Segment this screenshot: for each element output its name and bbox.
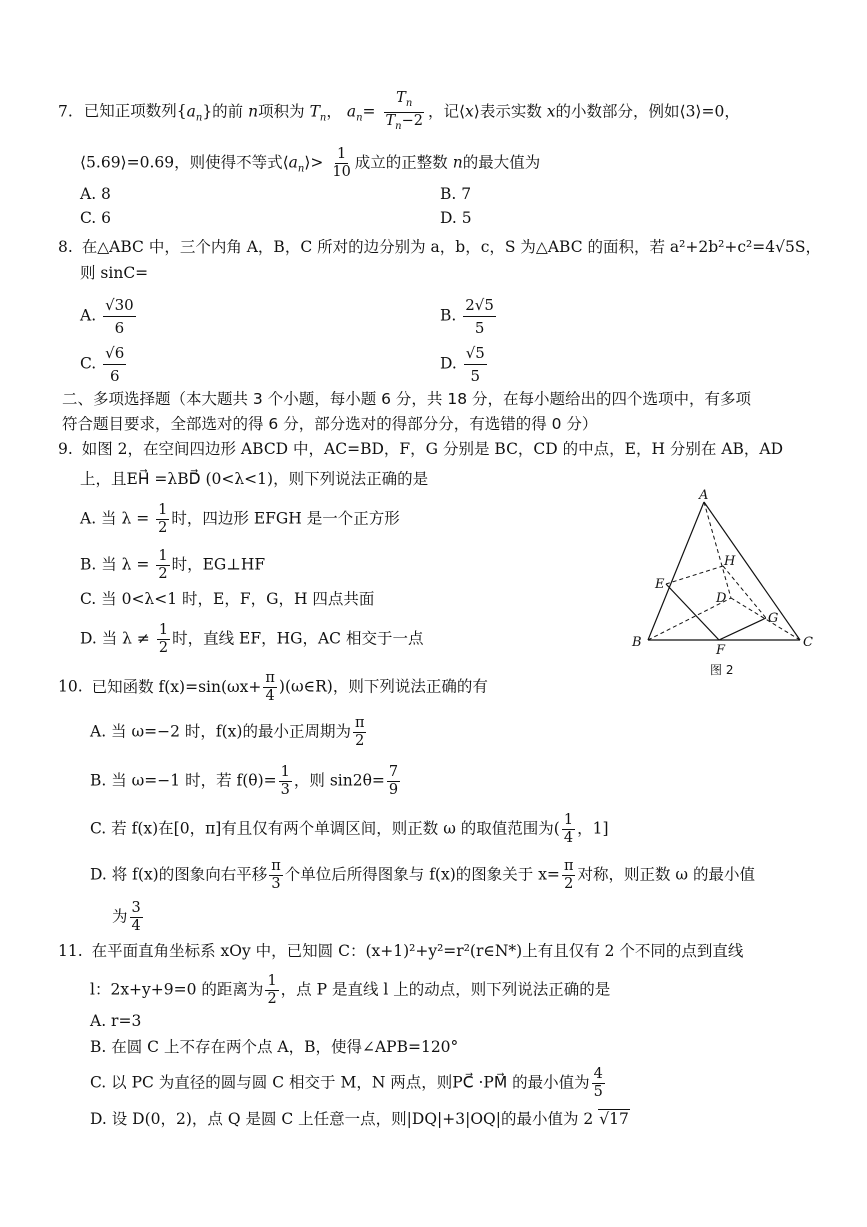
q7-line1: 7. 已知正项数列$\{a_n\}$的前 n项积为 $T_n$， $a_n=$ $\frac{T_n}{T_n-2}$ ，记⟨x⟩表示实数 x的小数部分，例如⟨3⟩=0， (58, 90, 740, 135)
q8-line1: 8. 在△ABC 中，三个内角 A，B，C 所对的边分别为 a，b，c，S 为△ABC 的面积，若 a²+2b²+c²=4√5S， (58, 238, 821, 256)
q9-option-d: D. 当 λ ≠ $\frac{1}{2}$ 时，直线 EF，HG，AC 相交于一点 (80, 622, 424, 656)
q10-line1: 10. 已知函数 f(x)=sin(ωx+ $\frac{\pi}{4}$ )(ω∈R)，则下列说法正确的有 (58, 670, 488, 704)
q9-option-b: B. 当 λ = $\frac{1}{2}$ 时，EG⊥HF (80, 548, 266, 582)
section2-heading-line1: 二、多项选择题（本大题共 3 个小题，每小题 6 分，共 18 分，在每小题给出的四个选项中，有多项 (62, 390, 752, 408)
q7-option-c: C. 6 (80, 209, 112, 227)
q7-an-fraction: $\frac{T_n}{T_n-2}$ (385, 90, 423, 132)
q9-option-c: C. 当 0<λ<1 时，E，F，G，H 四点共面 (80, 590, 375, 608)
q7-line2: ⟨5.69⟩=0.69，则使得不等式$⟨a_n⟩>$ $\frac{1}{10}$ 成立的正整数 n的最大值为 (80, 146, 541, 180)
q11-line2: l：2x+y+9=0 的距离为 $\frac{1}{2}$ ，点 P 是直线 l 上的动点，则下列说法正确的是 (90, 973, 611, 1007)
label-a: A (699, 488, 709, 503)
q8-option-b: B. $\frac{2√5}{5}$ (440, 296, 494, 337)
label-b: B (632, 635, 642, 650)
q8-line2: 则 sinC= (80, 264, 149, 282)
edge-fg (719, 618, 766, 640)
q11-option-d: D. 设 D(0，2)，点 Q 是圆 C 上任意一点，则|DQ|+3|OQ|的最小值为 2 √17 (90, 1110, 629, 1128)
q10-option-d-line2: 为 $\frac{3}{4}$ (112, 900, 141, 934)
label-e: E (655, 577, 665, 592)
figure-caption: 图 2 (710, 663, 734, 677)
q7-option-d: D. 5 (440, 209, 472, 227)
label-h: H (724, 554, 736, 569)
q11-option-b: B. 在圆 C 上不存在两个点 A，B，使得∠APB=120° (90, 1038, 459, 1056)
q9-line1: 9. 如图 2，在空间四边形 ABCD 中，AC=BD，F，G 分别是 BC，CD 的中点，E，H 分别在 AB，AD (58, 440, 784, 458)
q11-line1: 11. 在平面直角坐标系 xOy 中，已知圆 C：(x+1)²+y²=r²(r∈N*)上有且仅有 2 个不同的点到直线 (58, 942, 744, 960)
q9-option-a: A. 当 λ = $\frac{1}{2}$ 时，四边形 EFGH 是一个正方形 (80, 502, 400, 536)
edge-cd (731, 598, 800, 640)
edge-ab (648, 502, 704, 640)
q7-option-a: A. 8 (80, 185, 111, 203)
q10-option-c: C. 若 f(x)在[0，π]有且仅有两个单调区间，则正数 ω 的取值范围为( $\frac{1}{4}$ ，1] (90, 812, 609, 846)
label-d: D (716, 591, 727, 606)
q10-option-d: D. 将 f(x)的图象向右平移 $\frac{\pi}{3}$ 个单位后所得图象与 f(x)的图象关于 x= $\frac{\pi}{2}$ 对称，则正数 ω 的最小值 (90, 858, 755, 892)
q8-option-c: C. $\frac{√6}{6}$ (80, 344, 125, 385)
q8-option-a: A. $\frac{√30}{6}$ (80, 296, 134, 337)
q9-line2: 上，且EH⃗ =λBD⃗ (0<λ<1)，则下列说法正确的是 (80, 470, 429, 488)
q7-one-tenth: $\frac{1}{10}$ (332, 146, 351, 180)
q7-option-b: B. 7 (440, 185, 472, 203)
label-g: G (768, 611, 779, 626)
edge-ac (704, 502, 800, 640)
q10-option-b: B. 当 ω=−1 时，若 f(θ)= $\frac{1}{3}$ ，则 sin2θ= $\frac{7}{9}$ (90, 764, 399, 798)
q10-option-a: A. 当 ω=−2 时，f(x)的最小正周期为 $\frac{\pi}{2}$ (90, 715, 365, 749)
q8-option-d: D. $\frac{√5}{5}$ (440, 344, 485, 385)
edge-ef (666, 584, 719, 640)
tetrahedron-figure (628, 488, 823, 680)
label-f: F (716, 643, 726, 658)
section2-heading-line2: 符合题目要求，全部选对的得 6 分，部分选对的得部分分，有选错的得 0 分） (62, 415, 598, 433)
edge-ad (704, 502, 731, 598)
q11-option-a: A. r=3 (90, 1012, 142, 1030)
label-c: C (803, 635, 813, 650)
q11-option-c: C. 以 PC 为直径的圆与圆 C 相交于 M，N 两点，则PC⃗ ·PM⃗ 的最小值为 $\frac{4}{5}$ (90, 1066, 603, 1100)
